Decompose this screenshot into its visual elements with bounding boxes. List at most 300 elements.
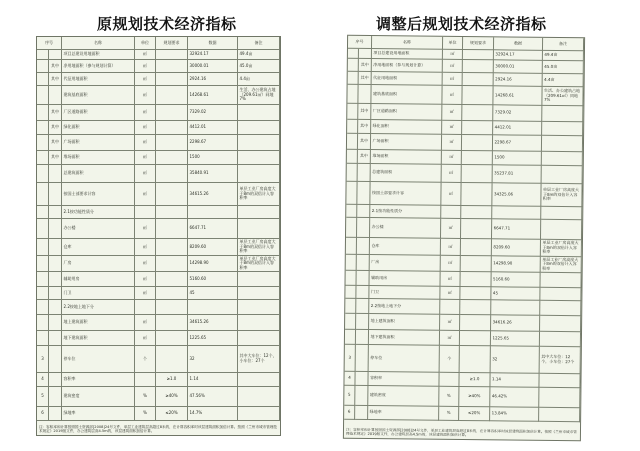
value-cell: 30000.01	[494, 60, 543, 74]
name-cell: 建筑基底面积	[62, 86, 135, 105]
value-cell: 7329.02	[493, 105, 542, 122]
requirement-cell: ≥1.0	[459, 373, 490, 387]
subgroup-cell	[355, 386, 368, 406]
requirement-cell	[460, 287, 491, 300]
subgroup-cell	[49, 407, 62, 421]
value-cell	[188, 206, 238, 219]
value-cell: 32924.17	[494, 50, 543, 61]
remark-cell	[540, 301, 581, 316]
requirement-cell	[461, 183, 492, 206]
unit-cell: ㎡	[442, 121, 462, 135]
requirement-cell	[156, 135, 188, 151]
name-cell: 仓库	[62, 239, 135, 256]
requirement-cell: ≥1.0	[156, 373, 188, 387]
value-cell: 2924.16	[494, 73, 543, 87]
name-cell: 净用地面积（参与规划计算）	[62, 60, 135, 73]
subgroup-cell: 其中	[49, 60, 62, 73]
unit-cell	[439, 373, 459, 387]
name-cell: 门卫	[62, 287, 135, 300]
subgroup-cell: 其中	[49, 151, 62, 165]
subgroup-cell	[49, 387, 62, 407]
unit-cell: ㎡	[135, 105, 156, 121]
value-cell: 8209.60	[188, 239, 238, 256]
name-cell: 辅助用房	[369, 271, 440, 287]
unit-cell: ㎡	[135, 315, 156, 331]
remark-cell	[238, 121, 280, 135]
value-cell: 35840.91	[188, 165, 238, 183]
row-number-cell	[37, 206, 49, 219]
value-cell: 6647.71	[492, 219, 541, 240]
requirement-cell	[156, 256, 188, 272]
remark-cell	[238, 373, 280, 387]
unit-cell: 个	[135, 346, 156, 373]
value-cell: 5160.60	[188, 272, 238, 287]
name-cell: 厂房	[62, 256, 135, 272]
header-cell: 单位	[443, 37, 463, 50]
row-number-cell	[345, 299, 356, 314]
row-number-cell	[37, 165, 49, 183]
subgroup-cell	[49, 300, 62, 315]
value-cell: 32	[491, 346, 540, 374]
remark-cell	[238, 165, 280, 183]
header-cell: 规划要求	[463, 37, 494, 50]
unit-cell: ㎡	[135, 135, 156, 151]
row-number-cell	[347, 134, 358, 150]
unit-cell: ㎡	[135, 60, 156, 73]
requirement-cell	[156, 151, 188, 165]
subgroup-cell	[356, 271, 369, 286]
name-cell: 净用地面积（参与规划计算）	[372, 59, 443, 73]
subgroup-cell: 其中	[49, 105, 62, 121]
unit-cell: ㎡	[443, 73, 463, 86]
row-number-cell	[37, 183, 49, 206]
row-number-cell	[347, 85, 358, 104]
remark-cell	[539, 388, 580, 408]
remark-cell: 单层工业厂房高度大于8m的双倍计入容积率	[238, 256, 280, 272]
header-cell: 备注	[543, 38, 584, 51]
header-cell: 规划要求	[156, 37, 188, 50]
subgroup-cell	[358, 85, 371, 104]
row-number-cell	[37, 256, 49, 272]
subgroup-cell	[357, 218, 370, 238]
name-cell: 广场面积	[371, 134, 442, 151]
remark-cell	[540, 288, 581, 301]
value-cell: 46.42%	[490, 387, 539, 408]
right-title: 调整后规划技术经济指标	[376, 15, 547, 33]
requirement-cell	[156, 239, 188, 256]
value-cell: 4412.01	[188, 121, 238, 135]
remark-cell	[539, 374, 580, 388]
value-cell: 1225.65	[188, 331, 238, 346]
unit-cell: ㎡	[135, 183, 156, 206]
subgroup-cell	[49, 346, 62, 373]
row-number-cell: 4	[344, 372, 355, 386]
row-number-cell	[37, 73, 49, 86]
row-number-cell: 3	[345, 345, 356, 372]
name-cell: 厂房	[370, 255, 441, 272]
remark-cell	[539, 408, 580, 422]
name-cell: 绿地率	[368, 406, 439, 421]
row-number-cell	[37, 315, 49, 331]
requirement-cell	[461, 239, 492, 256]
remark-cell	[238, 151, 280, 165]
value-cell: 47.56%	[188, 387, 238, 407]
right-table-note: 注：容积率和计算按照国土资源部[2008]24号文件，单层工业建筑层高超过8米的，在计算容积率时该层建筑面积加倍计算。按照《兰州市城市管理技术规定》2019版文件，办公建筑层高4.5m的，该层建筑面积加倍计算。	[345, 427, 577, 438]
unit-cell: %	[439, 407, 459, 421]
subgroup-cell	[355, 372, 368, 386]
subgroup-cell	[357, 182, 370, 205]
row-number-cell	[345, 330, 356, 345]
row-number-cell: 5	[344, 386, 355, 406]
value-cell: 1.14	[188, 373, 238, 387]
value-cell: 8209.60	[492, 239, 541, 257]
name-cell: 2.1按功能性质分	[62, 206, 135, 219]
subgroup-cell	[49, 256, 62, 272]
subgroup-cell: 其中	[359, 72, 372, 85]
header-cell: 备注	[238, 37, 280, 50]
remark-cell: 4.4亩	[543, 74, 584, 87]
name-cell: 堆场面积	[371, 150, 442, 165]
adjusted-indicator-table	[343, 35, 585, 441]
row-number-cell	[37, 331, 49, 346]
name-cell: 项目总建设用地面积	[62, 50, 135, 60]
subgroup-cell	[49, 50, 62, 60]
remark-cell: 单层工业厂房高度大于8m的双倍计入容积率	[541, 184, 582, 207]
requirement-cell	[463, 60, 494, 73]
left-title: 原规划技术经济指标	[97, 15, 237, 33]
subgroup-cell	[356, 299, 369, 314]
value-cell: 2298.67	[493, 135, 542, 152]
row-number-cell	[345, 314, 356, 330]
value-cell: 14268.61	[188, 86, 238, 105]
unit-cell	[135, 206, 156, 219]
value-cell: 14298.90	[188, 256, 238, 272]
unit-cell: ㎡	[440, 315, 460, 331]
unit-cell: 个	[440, 346, 460, 373]
original-indicator-table	[36, 36, 281, 436]
requirement-cell	[156, 73, 188, 86]
name-cell: 建筑密度	[368, 386, 439, 407]
requirement-cell	[156, 50, 188, 60]
row-number-cell	[37, 135, 49, 151]
remark-cell	[238, 407, 280, 421]
unit-cell: ㎡	[135, 287, 156, 300]
requirement-cell	[156, 86, 188, 105]
value-cell: 34616.26	[491, 315, 540, 332]
requirement-cell	[461, 256, 492, 272]
unit-cell: ㎡	[442, 105, 462, 121]
row-number-cell	[37, 50, 49, 60]
subgroup-cell: 其中	[49, 73, 62, 86]
name-cell: 按国土部要求计容	[62, 183, 135, 206]
unit-cell: ㎡	[135, 239, 156, 256]
name-cell: 2.2按地上地下分	[62, 300, 135, 315]
remark-cell	[540, 332, 581, 347]
subgroup-cell	[356, 345, 369, 372]
subgroup-cell: 其中	[358, 134, 371, 150]
subgroup-cell	[357, 205, 370, 218]
unit-cell: ㎡	[135, 272, 156, 287]
requirement-cell	[156, 183, 188, 206]
unit-cell: ㎡	[135, 73, 156, 86]
value-cell: 32924.17	[188, 50, 238, 60]
unit-cell: ㎡	[135, 151, 156, 165]
value-cell	[492, 206, 541, 220]
requirement-cell	[156, 206, 188, 219]
name-cell: 绿化面积	[62, 121, 135, 135]
remark-cell	[542, 106, 583, 122]
name-cell: 地上建筑面积	[369, 314, 440, 331]
name-cell: 办公楼	[62, 219, 135, 239]
value-cell: 34615.26	[188, 315, 238, 331]
remark-cell: 单层工业厂房高度大于8m的双倍计入容积率	[238, 183, 280, 206]
name-cell: 代征用地面积	[62, 73, 135, 86]
value-cell: 1.14	[490, 373, 539, 388]
requirement-cell	[156, 300, 188, 315]
subgroup-cell: 其中	[359, 59, 372, 72]
unit-cell: ㎡	[442, 135, 462, 151]
remark-cell	[238, 387, 280, 407]
subgroup-cell	[49, 206, 62, 219]
subgroup-cell: 其中	[358, 150, 371, 164]
requirement-cell	[460, 331, 491, 346]
unit-cell: ㎡	[442, 165, 462, 183]
unit-cell: ㎡	[441, 239, 461, 256]
unit-cell: ㎡	[441, 256, 461, 272]
requirement-cell	[460, 272, 491, 287]
row-number-cell	[348, 72, 359, 85]
name-cell: 容积率	[62, 373, 135, 387]
value-cell: 1500	[188, 151, 238, 165]
row-number-cell	[347, 150, 358, 164]
unit-cell: %	[135, 407, 156, 421]
name-cell: 辅助用房	[62, 272, 135, 287]
name-cell: 2.2按地上地下分	[369, 299, 440, 315]
name-cell: 绿化面积	[371, 120, 442, 135]
name-cell: 总建筑面积	[62, 165, 135, 183]
remark-cell	[540, 273, 581, 288]
requirement-cell	[156, 346, 188, 373]
unit-cell: ㎡	[135, 86, 156, 105]
subgroup-cell	[49, 183, 62, 206]
subgroup-cell	[49, 287, 62, 300]
remark-cell	[542, 136, 583, 152]
unit-cell: ㎡	[135, 50, 156, 60]
remark-cell	[238, 331, 280, 346]
row-number-cell	[37, 151, 49, 165]
row-number-cell: 3	[37, 346, 49, 373]
remark-cell: 生活、办公建筑占地（209.61㎡）同地7%	[542, 87, 583, 106]
unit-cell: ㎡	[440, 287, 460, 300]
name-cell: 代征用地面积	[372, 72, 443, 86]
requirement-cell	[461, 219, 492, 239]
unit-cell: ㎡	[135, 165, 156, 183]
subgroup-cell	[357, 255, 370, 271]
unit-cell: ㎡	[441, 183, 461, 206]
subgroup-cell	[358, 164, 371, 182]
requirement-cell	[460, 346, 491, 373]
remark-cell	[238, 300, 280, 315]
row-number-cell	[347, 104, 358, 120]
requirement-cell: ≥40%	[459, 387, 490, 407]
unit-cell: ㎡	[442, 151, 462, 165]
remark-cell: 单层工业厂房高度大于8m的双倍计入容积率	[541, 240, 582, 257]
value-cell: 5160.60	[491, 272, 540, 288]
subgroup-cell: 其中	[358, 120, 371, 134]
value-cell: 34325.06	[492, 183, 541, 207]
requirement-cell	[156, 165, 188, 183]
row-number-cell	[347, 164, 358, 182]
name-cell: 停车位	[369, 345, 440, 373]
row-number-cell: 6	[37, 407, 49, 421]
subgroup-cell	[49, 86, 62, 105]
row-number-cell: 6	[344, 406, 355, 420]
remark-cell: 49.4亩	[238, 50, 280, 60]
name-cell: 项目总建设用地面积	[372, 49, 443, 60]
subgroup-cell	[356, 314, 369, 330]
name-cell: 容积率	[368, 372, 439, 387]
unit-cell: %	[439, 387, 459, 407]
unit-cell: ㎡	[441, 219, 461, 239]
row-number-cell	[346, 218, 357, 238]
subgroup-cell	[355, 406, 368, 420]
requirement-cell: ≥40%	[156, 387, 188, 407]
header-cell: 单位	[135, 37, 156, 50]
remark-cell: 其中大车位：12个，小车位：27个	[238, 346, 280, 373]
value-cell: 4412.01	[493, 121, 542, 136]
subgroup-cell: 其中	[49, 135, 62, 151]
remark-cell	[541, 207, 582, 220]
unit-cell: ㎡	[135, 121, 156, 135]
remark-cell: 49.4亩	[543, 51, 584, 61]
value-cell: 35237.81	[493, 165, 542, 184]
unit-cell: ㎡	[443, 50, 463, 60]
name-cell: 总建筑面积	[371, 164, 442, 183]
row-number-cell	[348, 49, 359, 59]
value-cell: 14298.90	[492, 256, 541, 273]
row-number-cell	[37, 272, 49, 287]
requirement-cell	[460, 315, 491, 331]
row-number-cell	[346, 255, 357, 271]
subgroup-cell	[49, 272, 62, 287]
row-number-cell	[345, 271, 356, 286]
header-cell: 序号	[348, 36, 372, 49]
name-cell: 办公楼	[370, 218, 441, 239]
remark-cell: 单层工业厂房高度大于8m的双倍计入容积率	[541, 257, 582, 273]
requirement-cell	[462, 121, 493, 135]
subgroup-cell	[359, 49, 372, 59]
unit-cell	[441, 206, 461, 219]
remark-cell	[238, 105, 280, 121]
remark-cell	[542, 122, 583, 136]
unit-cell	[135, 373, 156, 387]
subgroup-cell	[49, 239, 62, 256]
left-table-note: 注：容积率和计算按照国土资源部[2008]24号文件，单层工业建筑层高超过8米的，在计算容积率时该层建筑面积加倍计算。按照《兰州市城市管理技术规定》2019版文件，办公建筑层高4.5m的，该层建筑面积加倍计算。	[39, 424, 278, 434]
remark-cell: 45.0亩	[238, 60, 280, 73]
value-cell: 2298.67	[188, 135, 238, 151]
name-cell: 建筑密度	[62, 387, 135, 407]
value-cell: 14268.61	[493, 86, 542, 106]
requirement-cell	[462, 135, 493, 151]
header-cell: 名称	[372, 36, 443, 50]
header-cell: 名称	[62, 37, 135, 50]
remark-cell	[238, 287, 280, 300]
requirement-cell	[156, 272, 188, 287]
subgroup-cell	[356, 286, 369, 299]
requirement-cell	[156, 60, 188, 73]
unit-cell: ㎡	[135, 331, 156, 346]
unit-cell	[135, 300, 156, 315]
row-number-cell	[345, 286, 356, 299]
name-cell: 停车位	[62, 346, 135, 373]
header-cell: 数据	[494, 37, 543, 51]
remark-cell	[238, 135, 280, 151]
unit-cell: ㎡	[442, 86, 462, 105]
value-cell	[188, 300, 238, 315]
header-cell: 序号	[37, 37, 62, 50]
name-cell: 堆场面积	[62, 151, 135, 165]
row-number-cell	[37, 60, 49, 73]
row-number-cell	[348, 59, 359, 72]
name-cell: 绿地率	[62, 407, 135, 421]
value-cell: 32	[188, 346, 238, 373]
row-number-cell	[37, 105, 49, 121]
name-cell: 建筑基底面积	[371, 85, 442, 105]
requirement-cell	[460, 300, 491, 315]
row-number-cell	[37, 86, 49, 105]
name-cell: 门卫	[369, 286, 440, 300]
requirement-cell	[463, 50, 494, 60]
value-cell: 14.7%	[188, 407, 238, 421]
name-cell: 地上建筑面积	[62, 315, 135, 331]
unit-cell: ㎡	[135, 219, 156, 239]
name-cell: 地下建筑面积	[369, 330, 440, 346]
row-number-cell: 4	[37, 373, 49, 387]
subgroup-cell	[49, 219, 62, 239]
value-cell: 2924.16	[188, 73, 238, 86]
row-number-cell	[346, 238, 357, 255]
name-cell: 广场面积	[62, 135, 135, 151]
unit-cell: %	[135, 387, 156, 407]
subgroup-cell	[49, 373, 62, 387]
remark-cell	[238, 206, 280, 219]
requirement-cell	[462, 151, 493, 165]
row-number-cell	[37, 121, 49, 135]
unit-cell: ㎡	[443, 60, 463, 73]
remark-cell	[238, 315, 280, 331]
remark-cell	[238, 272, 280, 287]
name-cell: 仓库	[370, 238, 441, 256]
value-cell: 13.84%	[490, 407, 539, 422]
value-cell: 45	[491, 287, 540, 301]
requirement-cell	[156, 105, 188, 121]
name-cell: 地下建筑面积	[62, 331, 135, 346]
unit-cell: ㎡	[440, 331, 460, 346]
subgroup-cell	[49, 331, 62, 346]
requirement-cell	[156, 121, 188, 135]
row-number-cell	[37, 287, 49, 300]
row-number-cell: 5	[37, 387, 49, 407]
value-cell: 1225.65	[491, 331, 540, 347]
row-number-cell	[346, 182, 357, 205]
remark-cell: 45.0亩	[543, 61, 584, 74]
name-cell: 2.1按功能性质分	[370, 205, 441, 219]
remark-cell	[238, 219, 280, 239]
requirement-cell	[462, 165, 493, 183]
value-cell	[491, 300, 540, 316]
row-number-cell	[346, 205, 357, 218]
subgroup-cell: 其中	[358, 104, 371, 120]
